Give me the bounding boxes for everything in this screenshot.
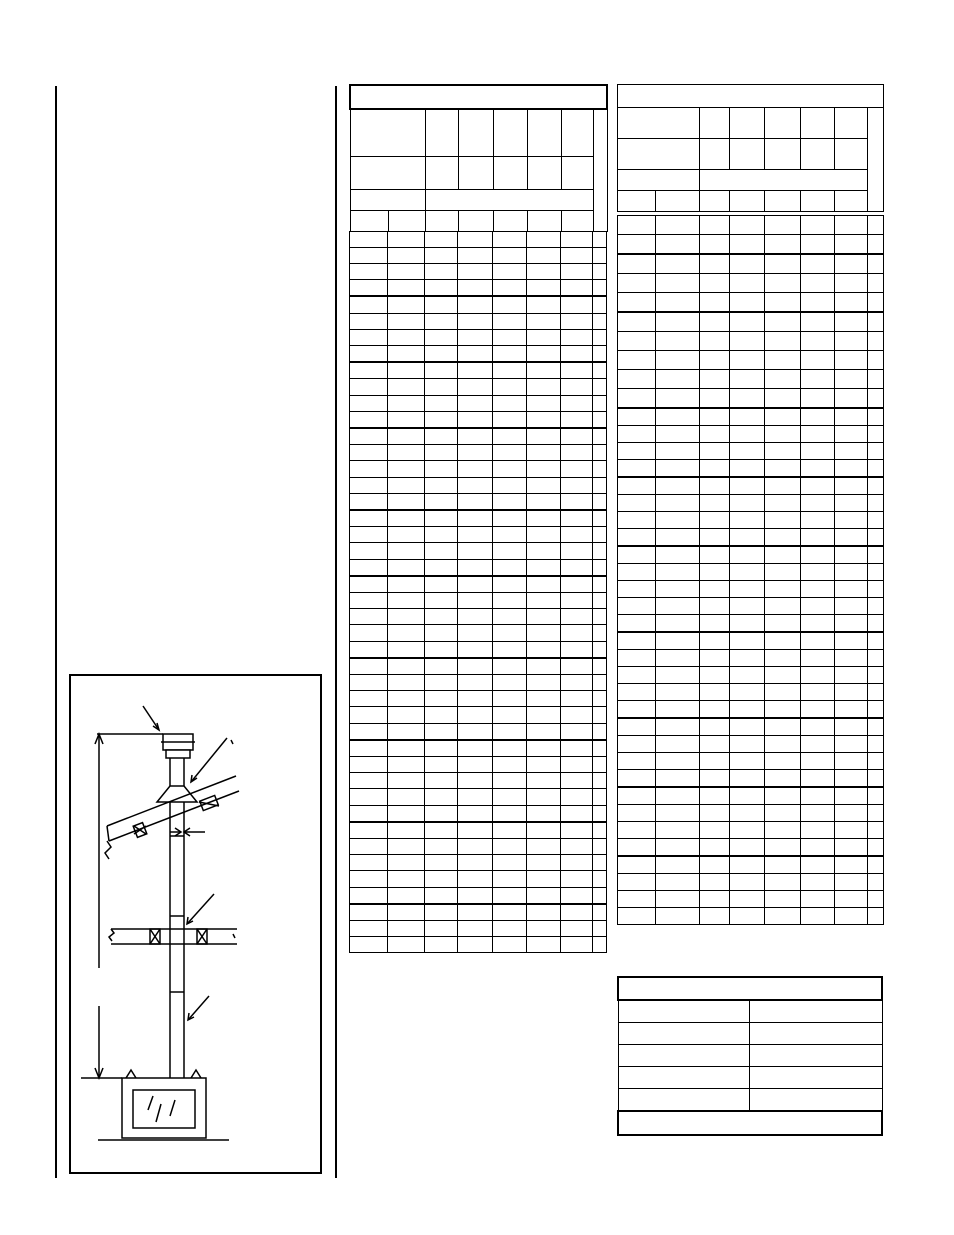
table-row: [350, 855, 607, 871]
table-row: [618, 805, 884, 822]
table-row: [618, 701, 884, 719]
table-row: [618, 293, 884, 313]
table-row: [350, 839, 607, 855]
table-row: [350, 675, 607, 691]
left-margin-rule: [55, 86, 57, 1178]
table-row: [350, 412, 607, 429]
table-row: [350, 773, 607, 789]
table-row: [350, 232, 607, 248]
table-row: [350, 445, 607, 461]
table-row: [350, 330, 607, 346]
table-row: [350, 724, 607, 741]
table-row: [350, 478, 607, 494]
table-row: [618, 787, 884, 805]
table-row: [350, 691, 607, 707]
table-right: [617, 84, 884, 212]
table-row: [618, 615, 884, 633]
table-row: [618, 891, 884, 908]
table-row: [618, 667, 884, 684]
table-row: [618, 546, 884, 564]
table-row: [618, 529, 884, 547]
table-row: [618, 408, 884, 426]
table-row: [618, 332, 884, 351]
table-row: [618, 495, 884, 512]
table-row: [618, 598, 884, 615]
cap-leader: [143, 706, 159, 730]
table-row: [350, 642, 607, 659]
table-right-header-row: [618, 191, 884, 212]
chimney-installation-diagram: [71, 676, 320, 1172]
table-small-title-row: [618, 977, 882, 1000]
table-row: [350, 593, 607, 609]
table-row: [350, 527, 607, 543]
table-row: [618, 426, 884, 443]
table-row: [350, 560, 607, 577]
table-row: [350, 510, 607, 527]
table-row: [618, 684, 884, 701]
table-row: [350, 576, 607, 593]
table-row: [618, 312, 884, 332]
table-row: [350, 609, 607, 625]
table-row: [618, 753, 884, 770]
table-row: [618, 564, 884, 581]
table-row: [350, 543, 607, 560]
table-row: [350, 921, 607, 937]
table-left-header-row: [350, 157, 607, 190]
left-body-grid: [349, 231, 607, 953]
table-row: [618, 389, 884, 409]
table-small-footer-row: [618, 1111, 882, 1135]
table-row: [618, 443, 884, 460]
table-row: [350, 494, 607, 511]
table-row: [350, 248, 607, 264]
table-row: [350, 346, 607, 363]
table-left-header-row: [350, 190, 607, 211]
table-row: [350, 428, 607, 445]
table-row: [618, 370, 884, 389]
table-row: [350, 871, 607, 888]
table-row: [350, 296, 607, 314]
fireplace-appliance: [122, 1078, 206, 1138]
table-small-row: [618, 1089, 882, 1112]
table-right-header-row: [618, 139, 884, 170]
table-row: [350, 280, 607, 297]
flashing-leader: [191, 738, 227, 782]
table-row: [618, 908, 884, 925]
table-row: [618, 874, 884, 891]
table-row: [618, 512, 884, 529]
table-row: [350, 822, 607, 839]
table-row: [618, 770, 884, 788]
table-row: [618, 839, 884, 857]
table-small-row: [618, 1000, 882, 1023]
column-divider-rule: [335, 86, 337, 1178]
table-left-header-row: [350, 109, 607, 157]
table-right-header-row: [618, 170, 884, 191]
pipe-leader: [188, 996, 209, 1020]
table-small-row: [618, 1023, 882, 1045]
table-row: [350, 806, 607, 823]
table-row: [618, 718, 884, 736]
table-small-row: [618, 1067, 882, 1089]
table-row: [350, 379, 607, 396]
table-row: [350, 461, 607, 478]
table-left: [349, 84, 608, 232]
table-row: [618, 216, 884, 235]
table-row: [350, 362, 607, 379]
table-row: [350, 264, 607, 280]
table-row: [618, 477, 884, 495]
table-row: [350, 757, 607, 773]
table-row: [618, 351, 884, 370]
table-row: [350, 888, 607, 905]
firestop-leader: [187, 894, 214, 924]
table-row: [618, 460, 884, 478]
table-row: [350, 625, 607, 642]
table-row: [618, 736, 884, 753]
table-row: [350, 658, 607, 675]
table-row: [350, 314, 607, 330]
table-small: [617, 976, 883, 1136]
table-left-title-row: [350, 85, 607, 109]
table-row: [618, 650, 884, 667]
table-row: [350, 396, 607, 412]
table-row: [350, 740, 607, 757]
chimney-diagram-frame: [69, 674, 322, 1174]
table-row: [618, 632, 884, 650]
table-left-header-row: [350, 211, 607, 232]
table-right-title-row: [618, 85, 884, 108]
table-row: [618, 235, 884, 255]
table-row: [350, 937, 607, 953]
table-row: [350, 707, 607, 724]
table-row: [618, 822, 884, 839]
table-row: [618, 274, 884, 293]
table-row: [618, 581, 884, 598]
table-row: [618, 254, 884, 274]
table-right-header-row: [618, 108, 884, 139]
right-body-grid: [617, 215, 884, 925]
table-small-row: [618, 1045, 882, 1067]
table-row: [350, 904, 607, 921]
table-row: [618, 856, 884, 874]
table-row: [350, 789, 607, 806]
